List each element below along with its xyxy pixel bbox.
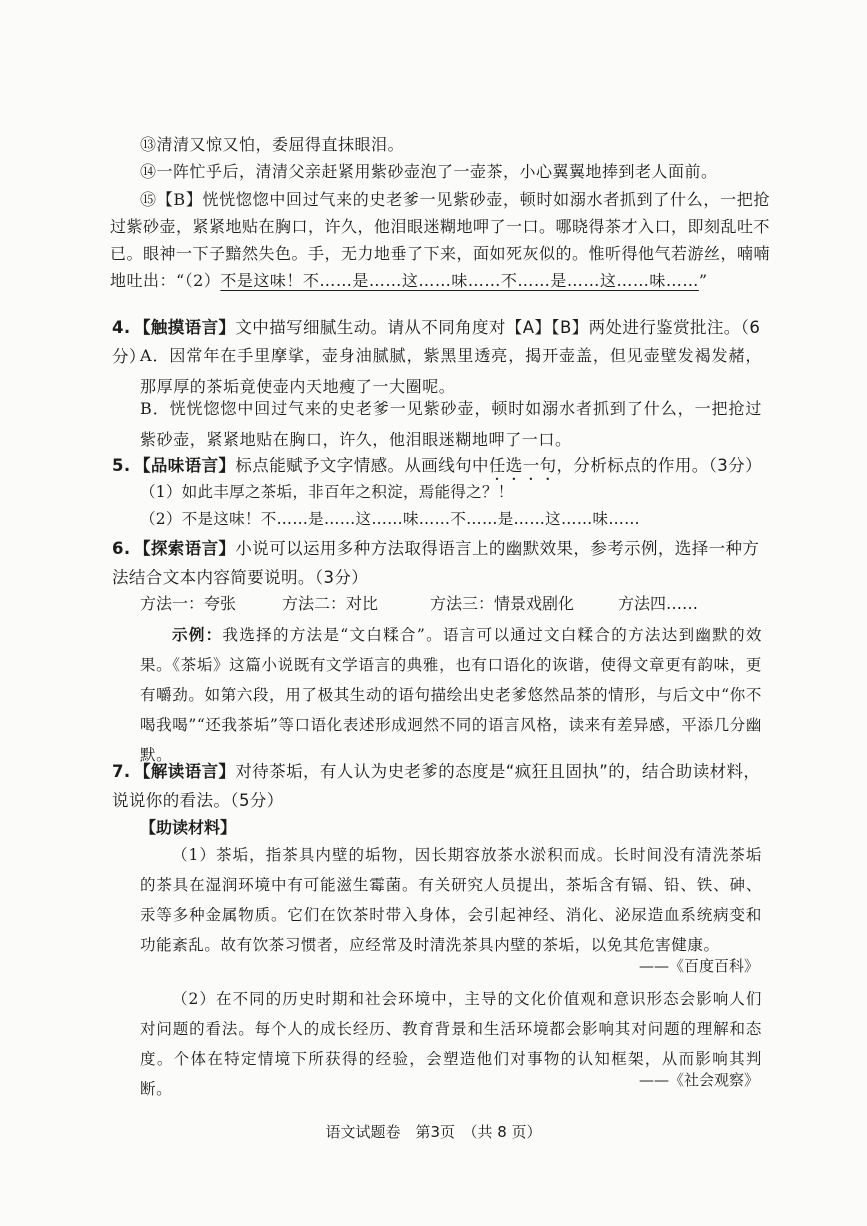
story-paragraph-14: ⑭一阵忙乎后，清清父亲赶紧用紫砂壶泡了一壶茶，小心翼翼地捧到老人面前。 [140,162,718,181]
question-7: 7. 【解读语言】对待茶垢，有人认为史老爹的态度是“疯狂且固执”的，结合助读材料，说说你的看法。（5分） [112,762,761,810]
material-1-source: ——《百度百科》 [638,957,759,975]
paragraph-15-text: ⑮【B】恍恍惚惚中回过气来的史老爹一见紫砂壶，顿时如溺水者抓到了什么，一把抢过紫砂壶，紧紧地贴在胸口，许久，他泪眼迷糊地呷了一口。哪晓得茶才入口，即刻乱吐不已。眼神一下子黯然失色。手，无力地垂了下来，面如死灰似的。惟听得他气若游丝，喃喃地吐出：“（2） [110,190,771,290]
material-heading: 【助读材料】 [140,818,237,837]
question-4-option-b: B．恍恍惚惚中回过气来的史老爹一见紫砂壶，顿时如溺水者抓到了什么，一把抢过紫砂壶，紧紧地贴在胸口，许久，他泪眼迷糊地呷了一口。 [140,399,762,449]
method-3: 方法三：情景戏剧化 [430,594,575,613]
example-label: 示例： [172,626,223,644]
question-4-tag: 【触摸语言】 [134,318,236,337]
story-paragraph-13: ⑬清清又惊又怕，委屈得直抹眼泪。 [140,135,405,154]
question-5-emphasis: 任选一句 [488,456,557,475]
question-5: 5. 【品味语言】标点能赋予文字情感。从画线句中任选一句，分析标点的作用。（3分） [112,456,762,475]
paragraph-15-close: ” [698,271,708,290]
question-6-methods [140,590,762,618]
question-5-text: 标点能赋予文字情感。从画线句中 [235,456,489,475]
paragraph-15-underlined: 不是这味！不……是……这……味……不……是……这……味…… [220,271,699,290]
material-2-source: ——《社会观察》 [638,1071,759,1089]
question-6-example [140,620,762,770]
material-2: （2）在不同的历史时期和社会环境中，主导的文化价值观和意识形态会影响人们对问题的看法。每个人的成长经历、教育背景和生活环境都会影响其对问题的理解和态度。个体在特定情境下所获得的经验，会塑造他们对事物的认知框架，从而影响其判断。 [140,990,762,1098]
question-6: 6. 【探索语言】小说可以运用多种方法取得语言上的幽默效果，参考示例，选择一种方法结合文本内容简要说明。（3分） [112,539,760,587]
story-paragraph-15 [110,186,770,294]
method-4: 方法四…… [618,594,699,613]
question-7-text: 对待茶垢，有人认为史老爹的态度是“疯狂且固执”的，结合助读材料，说说你的看法。（5分） [112,762,761,810]
question-5-sentence-1: （1）如此丰厚之茶垢，非百年之积淀，焉能得之？！ [140,483,514,501]
question-5-tag: 【品味语言】 [134,456,236,475]
material-1: （1）茶垢，指茶具内壁的垢物，因长期容放茶水淤积而成。长时间没有清洗茶垢的茶具在湿润环境中有可能滋生霉菌。有关研究人员提出，茶垢含有镉、铅、铁、砷、汞等多种金属物质。它们在饮茶时带入身体，会引起神经、消化、泌尿造血系统病变和功能紊乱。故有饮茶习惯者，应经常及时清洗茶具内壁的茶垢，以免其危害健康。 [140,846,762,954]
question-6-text: 小说可以运用多种方法取得语言上的幽默效果，参考示例，选择一种方法结合文本内容简要说明。（3分） [112,539,760,587]
question-4-text: 文中描写细腻生动。请从不同角度对【A】【B】两处进行鉴赏批注。（6分） [112,318,761,366]
question-4: 4. 【触摸语言】文中描写细腻生动。请从不同角度对【A】【B】两处进行鉴赏批注。（6分） [112,318,761,366]
question-5-sentence-2: （2）不是这味！不……是……这……味……不……是……这……味…… [140,510,640,528]
method-1: 方法一：夸张 [140,594,237,613]
example-text: 我选择的方法是“文白糅合”。语言可以通过文白糅合的方法达到幽默的效果。《茶垢》这篇小说既有文学语言的典雅，也有口语化的诙谐，使得文章更有韵味，更有嚼劲。如第六段，用了极其生动的语句描绘出史老爹悠然品茶的情形，与后文中“你不喝我喝”“还我茶垢”等口语化表述形成迥然不同的语言风格，读来有差异感，平添几分幽默。 [140,626,762,764]
question-6-tag: 【探索语言】 [134,539,236,558]
method-2: 方法二：对比 [282,594,379,613]
question-4-option-a: A．因常年在手里摩挲，壶身油腻腻，紫黑里透亮，揭开壶盖，但见壶壁发褐发赭，那厚厚的茶垢竟使壶内天地瘦了一大圈呢。 [140,346,762,396]
page-footer: 语文试题卷 第3页 （共 8 页） [325,1123,542,1141]
question-7-tag: 【解读语言】 [134,762,236,781]
